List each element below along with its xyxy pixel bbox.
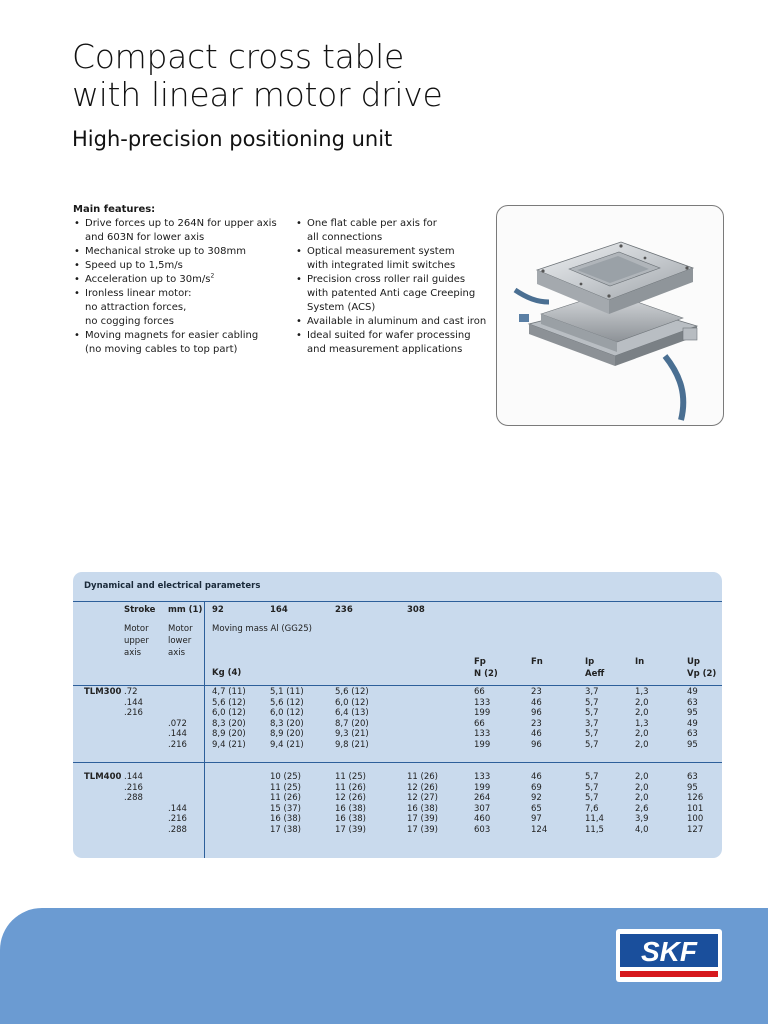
table-cell: 16 (38) (407, 803, 438, 814)
table-cell (407, 740, 410, 751)
table-cell: 5,1 (11) (270, 687, 304, 697)
table-cell: .072 (168, 718, 187, 729)
tlm400-up-col (687, 772, 703, 835)
feature-text: with integrated limit switches (307, 260, 456, 271)
title-line-2: with linear motor drive (72, 75, 443, 114)
header-fp (474, 656, 498, 680)
table-cell (212, 783, 215, 794)
table-cell: 460 (474, 814, 491, 824)
table-cell: 101 (687, 803, 704, 814)
header-text: upper (124, 636, 149, 646)
feature-text: • Mechanical stroke up to 308mm (85, 246, 247, 257)
table-cell: 96 (531, 708, 542, 718)
table-cell: 97 (531, 814, 542, 824)
table-cell: 69 (531, 782, 542, 793)
table-cell: 8,9 (20) (270, 729, 304, 739)
feature-text: with patented Anti cage Creeping (307, 288, 476, 299)
tlm300-mass-164-col (270, 687, 304, 750)
table-cell: 603 (474, 824, 491, 835)
feature-text: and measurement applications (307, 344, 463, 355)
table-cell: 16 (38) (335, 814, 366, 824)
table-cell: 199 (474, 708, 491, 718)
table-cell: 2,0 (635, 729, 649, 739)
table-cell: .144 (168, 803, 187, 814)
skf-logo (616, 929, 722, 982)
table-cell (212, 772, 215, 783)
table-cell: .216 (124, 708, 143, 718)
table-cell: 17 (39) (407, 824, 438, 835)
feature-item (74, 287, 294, 329)
features-heading: Main features: (73, 204, 156, 215)
table-cell: .216 (168, 814, 187, 824)
feature-text: • Moving magnets for easier cabling (85, 330, 259, 341)
table-cell: 46 (531, 697, 542, 708)
table-cell (124, 729, 143, 740)
tlm300-mass-236-col (335, 687, 369, 750)
feature-item (296, 273, 496, 315)
moving-mass-label: Moving mass Al (GG25) (212, 624, 312, 634)
table-column-rule (204, 601, 205, 858)
header-fn (531, 656, 543, 668)
tlm300-in-col (635, 687, 649, 750)
header-up (687, 656, 716, 680)
table-cell: 63 (687, 729, 698, 739)
table-cell: 4,0 (635, 824, 649, 835)
table-cell: 199 (474, 782, 491, 793)
header-text: axis (168, 648, 186, 658)
table-cell (168, 698, 187, 709)
tlm400-fp-col (474, 772, 490, 835)
table-cell: 2,0 (635, 793, 649, 803)
table-cell: 8,7 (20) (335, 718, 369, 729)
table-cell: 12 (26) (335, 793, 366, 803)
table-cell: 8,3 (20) (270, 718, 304, 729)
header-text: Motor (168, 624, 193, 634)
table-cell: 5,7 (585, 729, 599, 739)
header-ip (585, 656, 604, 680)
table-cell: 264 (474, 793, 491, 803)
table-cell (212, 804, 215, 815)
table-cell: 126 (687, 793, 704, 803)
table-cell (407, 708, 410, 719)
table-cell: .288 (168, 824, 187, 835)
table-cell: 5,7 (585, 772, 599, 782)
table-cell (407, 719, 410, 730)
feature-text: • One flat cable per axis for (307, 218, 437, 229)
table-cell: 11 (26) (407, 772, 438, 782)
feature-text: • Available in aluminum and cast iron (307, 316, 487, 327)
table-cell: 9,4 (21) (270, 739, 304, 750)
table-cell: 8,9 (20) (212, 729, 246, 739)
table-cell: 11 (26) (335, 782, 366, 793)
tlm400-in-col (635, 772, 649, 835)
tlm300-fn-col (531, 687, 542, 750)
table-cell: 10 (25) (270, 772, 301, 782)
table-title: Dynamical and electrical parameters (84, 581, 261, 591)
stroke-label: Stroke (124, 605, 156, 615)
table-cell: 5,6 (12) (335, 687, 369, 697)
tlm400-mass-308-col (407, 772, 438, 835)
header-text: N (2) (474, 669, 498, 679)
table-cell: 5,7 (585, 708, 599, 718)
table-cell: 16 (38) (335, 803, 366, 814)
cross-table-illustration (497, 206, 723, 425)
header-text: Ip (585, 657, 595, 667)
stroke-value: 308 (407, 605, 425, 615)
product-photo (496, 205, 724, 426)
table-rule (73, 601, 722, 602)
table-cell: 17 (39) (335, 824, 366, 835)
tlm400-fn-col (531, 772, 547, 835)
table-cell: .216 (124, 782, 143, 793)
tlm400-lower-col (168, 772, 187, 835)
feature-item (74, 217, 294, 245)
table-cell: 2,0 (635, 697, 649, 708)
table-cell: 11 (26) (270, 793, 301, 803)
table-cell (407, 698, 410, 709)
table-cell: 2,0 (635, 708, 649, 718)
table-cell: 6,0 (12) (335, 697, 369, 708)
table-cell: 6,0 (12) (270, 708, 304, 718)
table-cell: 63 (687, 697, 698, 708)
table-cell (212, 814, 215, 825)
table-rule (73, 762, 722, 763)
table-cell (168, 708, 187, 719)
superscript: 2 (210, 272, 215, 280)
table-cell: 11,5 (585, 824, 604, 835)
table-cell: 66 (474, 687, 485, 697)
table-cell: 96 (531, 739, 542, 750)
feature-item (296, 217, 496, 245)
table-cell (212, 793, 215, 804)
feature-text: (no moving cables to top part) (85, 344, 238, 355)
tlm300-mass-308-col (407, 687, 410, 750)
title-line-1: Compact cross table (72, 37, 405, 76)
table-cell: 12 (26) (407, 782, 438, 793)
table-cell: 5,7 (585, 739, 599, 750)
feature-text: • Optical measurement system (307, 246, 455, 257)
table-cell: 17 (39) (407, 814, 438, 824)
table-cell: 6,0 (12) (212, 708, 246, 718)
table-cell: 4,7 (11) (212, 687, 246, 697)
page-subtitle: High-precision positioning unit (72, 127, 393, 151)
parameters-table (73, 572, 722, 858)
page-title (72, 38, 442, 114)
tlm300-lower-col (168, 687, 187, 750)
feature-text: no cogging forces (85, 316, 174, 327)
stroke-value: 236 (335, 605, 353, 615)
table-cell: 23 (531, 718, 542, 729)
table-cell: 49 (687, 718, 698, 729)
table-cell: 3,7 (585, 687, 599, 697)
table-cell (124, 814, 143, 825)
feature-item (74, 273, 294, 287)
table-cell: 6,4 (13) (335, 708, 369, 718)
table-cell (124, 804, 143, 815)
table-cell (124, 740, 143, 751)
table-cell: 46 (531, 772, 542, 782)
table-cell: 5,7 (585, 793, 599, 803)
table-cell: 5,7 (585, 697, 599, 708)
table-cell: 17 (38) (270, 824, 301, 835)
features-list-right (296, 217, 496, 357)
table-cell: 46 (531, 729, 542, 739)
model-tlm300: TLM300 (84, 687, 122, 697)
table-cell: 5,7 (585, 782, 599, 793)
table-cell: 16 (38) (270, 814, 301, 824)
feature-text: • Ironless linear motor: (85, 288, 192, 299)
table-cell: 100 (687, 814, 704, 824)
tlm400-mass-236-col (335, 772, 366, 835)
table-cell: 307 (474, 803, 491, 814)
table-cell (212, 825, 215, 836)
table-cell: .144 (124, 772, 143, 782)
logo-text: SKF (641, 936, 697, 967)
feature-item (296, 315, 496, 329)
table-cell: 63 (687, 772, 698, 782)
table-cell (407, 729, 410, 740)
table-cell (168, 772, 187, 783)
feature-text: • Speed up to 1,5m/s (85, 260, 183, 271)
features-list-left (74, 217, 294, 357)
header-text: Vp (2) (687, 669, 717, 679)
table-cell: .216 (168, 739, 187, 750)
header-text: In (635, 657, 645, 667)
tlm300-mass-92-col (212, 687, 246, 750)
skf-logo-icon (616, 929, 722, 982)
table-cell: 9,8 (21) (335, 739, 369, 750)
table-cell: 133 (474, 729, 491, 739)
header-text: Aeff (585, 669, 605, 679)
table-cell: 2,0 (635, 782, 649, 793)
table-cell: .144 (168, 729, 187, 739)
tlm300-up-col (687, 687, 698, 750)
tlm400-mass-164-col (270, 772, 301, 835)
table-cell: 23 (531, 687, 542, 697)
table-cell (124, 825, 143, 836)
feature-item (74, 259, 294, 273)
header-text: Up (687, 657, 700, 667)
tlm400-ip-col (585, 772, 604, 835)
table-cell: 65 (531, 803, 542, 814)
tlm400-mass-92-col (212, 772, 215, 835)
table-cell (407, 687, 410, 698)
table-cell: 92 (531, 793, 542, 803)
table-cell: 2,6 (635, 803, 649, 814)
table-cell: .144 (124, 697, 143, 708)
table-cell: 2,0 (635, 739, 649, 750)
tlm300-upper-col (124, 687, 143, 750)
feature-item (74, 245, 294, 259)
table-cell: 49 (687, 687, 698, 697)
table-cell (168, 783, 187, 794)
table-cell: 3,9 (635, 814, 649, 824)
table-cell: 66 (474, 718, 485, 729)
table-cell: 2,0 (635, 772, 649, 782)
table-cell: 124 (531, 824, 548, 835)
model-tlm400: TLM400 (84, 772, 122, 782)
feature-text: all connections (307, 232, 383, 243)
table-cell: 127 (687, 824, 704, 835)
table-cell: 9,3 (21) (335, 729, 369, 739)
table-cell: .288 (124, 793, 143, 803)
feature-text: Acceleration up to 30m/s (85, 274, 211, 285)
table-cell: 199 (474, 739, 491, 750)
table-cell: 95 (687, 708, 698, 718)
table-cell: 1,3 (635, 718, 649, 729)
table-cell: 15 (37) (270, 803, 301, 814)
feature-item (296, 245, 496, 273)
table-cell: .72 (124, 687, 138, 697)
table-cell: 9,4 (21) (212, 739, 246, 750)
header-text: Fp (474, 657, 486, 667)
table-cell: 1,3 (635, 687, 649, 697)
table-cell: 5,6 (12) (212, 697, 246, 708)
feature-text: System (ACS) (307, 302, 376, 313)
table-cell (124, 719, 143, 730)
table-cell (168, 687, 187, 698)
table-cell: 12 (27) (407, 793, 438, 803)
table-cell: 3,7 (585, 718, 599, 729)
table-cell (168, 793, 187, 804)
header-text: Fn (531, 657, 543, 667)
feature-item (296, 329, 496, 357)
table-cell: 11,4 (585, 814, 604, 824)
header-in (635, 656, 644, 668)
header-text: axis (124, 648, 142, 658)
feature-text: • Ideal suited for wafer processing (307, 330, 471, 341)
table-cell: 11 (25) (335, 772, 366, 782)
header-text: lower (168, 636, 192, 646)
motor-lower-label (168, 623, 193, 659)
motor-upper-label (124, 623, 149, 659)
feature-item (74, 329, 294, 357)
table-cell: 8,3 (20) (212, 718, 246, 729)
header-text: Motor (124, 624, 149, 634)
stroke-unit: mm (1) (168, 605, 203, 615)
feature-text: no attraction forces, (85, 302, 187, 313)
table-cell: 11 (25) (270, 782, 301, 793)
table-cell: 95 (687, 739, 698, 750)
kg-label: Kg (4) (212, 668, 242, 678)
feature-text: and 603N for lower axis (85, 232, 205, 243)
stroke-value: 92 (212, 605, 224, 615)
table-cell: 133 (474, 772, 491, 782)
feature-text: • Drive forces up to 264N for upper axis (85, 218, 277, 229)
table-cell: 7,6 (585, 803, 599, 814)
table-cell: 133 (474, 697, 491, 708)
table-cell: 5,6 (12) (270, 697, 304, 708)
tlm300-ip-col (585, 687, 599, 750)
table-cell: 95 (687, 782, 698, 793)
feature-text: • Precision cross roller rail guides (307, 274, 466, 285)
stroke-value: 164 (270, 605, 288, 615)
table-rule (73, 685, 722, 686)
tlm400-upper-col (124, 772, 143, 835)
tlm300-fp-col (474, 687, 490, 750)
